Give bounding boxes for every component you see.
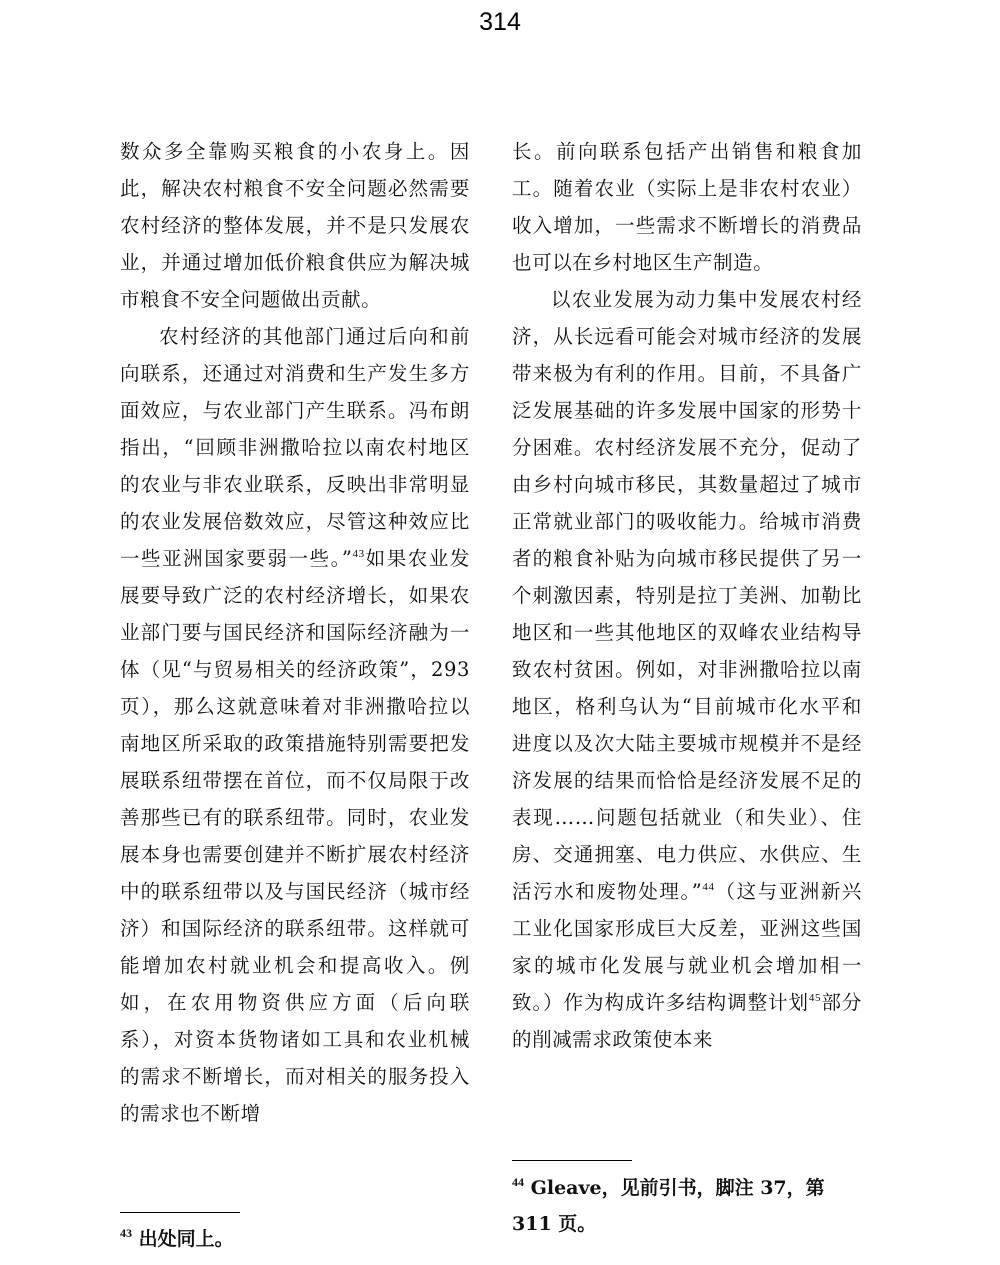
paragraph-text: 如果农业发展要导致广泛的农村经济增长，如果农业部门要与国民经济和国际经济融为一体（见“与贸易相关的经济政策”，293页），那么这就意味着对非洲撒哈拉以南地区所采取的政策措施特别需要把发展联系纽带摆在首位，而不仅局限于改善那些已有的联系纽带。同时，农业发展本身也需要创建并不断扩展农村经济中的联系纽带以及与国民经济（城市经济）和国际经济的联系纽带。这样就可能增加农村就业机会和提高收入。例如，在农用物资供应方面（后向联系），对资本货物诸如工具和农业机械的需求不断增长，而对相关的服务投入的需求也不断增	[120, 547, 470, 1125]
footnote-reference: 43	[352, 548, 365, 560]
paragraph-text: 部分的削减需求政策使本来	[512, 991, 862, 1051]
footnote-reference: 45	[808, 992, 822, 1004]
paragraph	[120, 318, 470, 1132]
footnote-text: 出处同上。	[138, 1228, 234, 1250]
footnote-number: 44	[512, 1175, 524, 1189]
page-number: 314	[479, 8, 521, 36]
footnote-divider	[120, 1212, 240, 1213]
paragraph-text: （这与亚洲新兴工业化国家形成巨大反差，亚洲这些国家的城市化发展与就业机会增加相一致。）作为构成许多结构调整计划	[512, 880, 862, 1014]
footnote-43	[120, 1221, 460, 1257]
footnote-divider	[512, 1160, 632, 1161]
footnote-44	[512, 1170, 862, 1242]
paragraph-text: 以农业发展为动力集中发展农村经济，从长远看可能会对城市经济的发展带来极为有利的作用。目前，不具备广泛发展基础的许多发展中国家的形势十分困难。农村经济发展不充分，促动了由乡村向城市移民，其数量超过了城市正常就业部门的吸收能力。给城市消费者的粮食补贴为向城市移民提供了另一个刺激因素，特别是拉丁美洲、加勒比地区和一些其他地区的双峰农业结构导致农村贫困。例如，对非洲撒哈拉以南地区，格利乌认为“目前城市化水平和进度以及次大陆主要城市规模并不是经济发展的结果而恰恰是经济发展不足的表现……问题包括就业（和失业）、住房、交通拥塞、电力供应、水供应、生活污水和废物处理。”	[512, 288, 862, 903]
footnote-reference: 44	[702, 881, 715, 893]
paragraph	[512, 281, 862, 1058]
right-column	[512, 133, 862, 1058]
paragraph: 长。前向联系包括产出销售和粮食加工。随着农业（实际上是非农村农业）收入增加，一些需求不断增长的消费品也可以在乡村地区生产制造。	[512, 140, 862, 274]
footnote-number: 43	[120, 1226, 132, 1240]
left-column	[120, 133, 470, 1132]
paragraph: 数众多全靠购买粮食的小农身上。因此，解决农村粮食不安全问题必然需要农村经济的整体发展，并不是只发展农业，并通过增加低价粮食供应为解决城市粮食不安全问题做出贡献。	[120, 140, 470, 311]
footnote-text: Gleave，见前引书，脚注 37，第 311 页。	[512, 1177, 825, 1235]
paragraph-text: 农村经济的其他部门通过后向和前向联系，还通过对消费和生产发生多方面效应，与农业部门产生联系。冯布朗指出，“回顾非洲撒哈拉以南农村地区的农业与非农业联系，反映出非常明显的农业发展倍数效应，尽管这种效应比一些亚洲国家要弱一些。”	[120, 325, 470, 570]
